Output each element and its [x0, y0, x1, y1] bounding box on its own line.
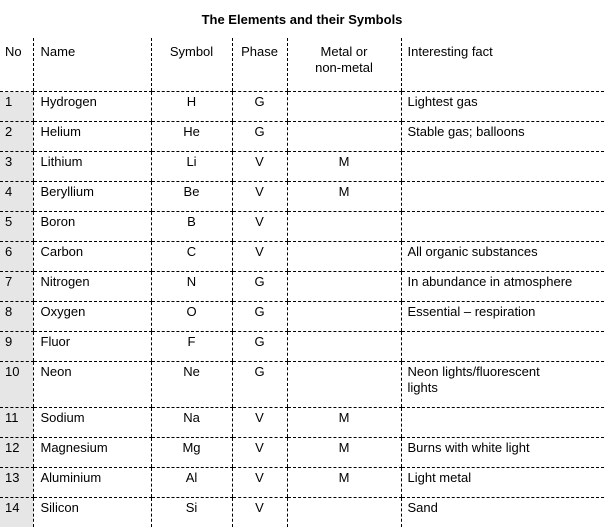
cell-metal [287, 242, 401, 272]
cell-fact: Essential – respiration [401, 302, 604, 332]
header-fact: Interesting fact [401, 38, 604, 92]
cell-symbol: Li [151, 152, 232, 182]
table-row [0, 152, 604, 182]
cell-phase: V [232, 438, 287, 468]
cell-fact [401, 152, 604, 182]
cell-metal: M [287, 182, 401, 212]
cell-symbol: N [151, 272, 232, 302]
cell-symbol: C [151, 242, 232, 272]
cell-name: Hydrogen [33, 92, 151, 122]
header-no: No [0, 38, 33, 92]
table-row [0, 468, 604, 498]
cell-name: Carbon [33, 242, 151, 272]
cell-name: Helium [33, 122, 151, 152]
elements-table [0, 38, 604, 527]
cell-name: Nitrogen [33, 272, 151, 302]
cell-symbol: Na [151, 408, 232, 438]
cell-no: 2 [0, 122, 33, 152]
cell-phase: G [232, 332, 287, 362]
cell-no: 1 [0, 92, 33, 122]
table-row [0, 408, 604, 438]
cell-symbol: Be [151, 182, 232, 212]
cell-fact-line1: Neon lights/fluorescent [408, 364, 540, 379]
cell-name: Fluor [33, 332, 151, 362]
cell-metal [287, 272, 401, 302]
cell-phase: V [232, 152, 287, 182]
cell-name: Aluminium [33, 468, 151, 498]
cell-metal [287, 122, 401, 152]
cell-symbol: B [151, 212, 232, 242]
cell-symbol: O [151, 302, 232, 332]
cell-symbol: Ne [151, 362, 232, 408]
cell-metal: M [287, 408, 401, 438]
cell-symbol: F [151, 332, 232, 362]
table-row [0, 242, 604, 272]
cell-fact: All organic substances [401, 242, 604, 272]
cell-phase: V [232, 182, 287, 212]
header-name: Name [33, 38, 151, 92]
cell-name: Oxygen [33, 302, 151, 332]
cell-symbol: He [151, 122, 232, 152]
cell-phase: G [232, 272, 287, 302]
cell-symbol: Al [151, 468, 232, 498]
cell-metal [287, 212, 401, 242]
cell-name: Silicon [33, 498, 151, 527]
header-metal-line2: non-metal [315, 60, 373, 75]
cell-phase: V [232, 468, 287, 498]
cell-metal [287, 332, 401, 362]
cell-metal: M [287, 438, 401, 468]
cell-metal [287, 498, 401, 527]
cell-no: 14 [0, 498, 33, 527]
cell-no: 11 [0, 408, 33, 438]
cell-no: 10 [0, 362, 33, 408]
cell-fact: Lightest gas [401, 92, 604, 122]
cell-metal: M [287, 152, 401, 182]
cell-no: 3 [0, 152, 33, 182]
cell-fact: Sand [401, 498, 604, 527]
cell-fact: Stable gas; balloons [401, 122, 604, 152]
table-row [0, 498, 604, 527]
cell-fact: Burns with white light [401, 438, 604, 468]
cell-name: Boron [33, 212, 151, 242]
cell-name: Neon [33, 362, 151, 408]
cell-no: 8 [0, 302, 33, 332]
cell-no: 9 [0, 332, 33, 362]
cell-phase: G [232, 92, 287, 122]
table-row [0, 92, 604, 122]
table-row [0, 182, 604, 212]
header-symbol: Symbol [151, 38, 232, 92]
cell-phase: G [232, 362, 287, 408]
cell-fact: Light metal [401, 468, 604, 498]
cell-no: 12 [0, 438, 33, 468]
cell-phase: V [232, 212, 287, 242]
header-metal-line1: Metal or [321, 44, 368, 59]
cell-name: Magnesium [33, 438, 151, 468]
cell-symbol: Mg [151, 438, 232, 468]
table-row [0, 272, 604, 302]
cell-phase: G [232, 302, 287, 332]
cell-fact [401, 212, 604, 242]
cell-metal: M [287, 468, 401, 498]
cell-fact [401, 182, 604, 212]
page-title: The Elements and their Symbols [0, 12, 604, 28]
table-row [0, 438, 604, 468]
table-row [0, 212, 604, 242]
table-row [0, 362, 604, 408]
cell-metal [287, 302, 401, 332]
cell-metal [287, 92, 401, 122]
header-row [0, 38, 604, 92]
cell-no: 13 [0, 468, 33, 498]
cell-fact [401, 362, 604, 408]
cell-phase: G [232, 122, 287, 152]
header-metal [287, 38, 401, 92]
cell-no: 5 [0, 212, 33, 242]
table-row [0, 302, 604, 332]
cell-no: 6 [0, 242, 33, 272]
cell-phase: V [232, 242, 287, 272]
cell-fact [401, 408, 604, 438]
table-row [0, 122, 604, 152]
cell-phase: V [232, 408, 287, 438]
cell-no: 4 [0, 182, 33, 212]
cell-fact [401, 332, 604, 362]
table-row [0, 332, 604, 362]
cell-no: 7 [0, 272, 33, 302]
cell-fact: In abundance in atmosphere [401, 272, 604, 302]
cell-symbol: H [151, 92, 232, 122]
cell-name: Beryllium [33, 182, 151, 212]
cell-metal [287, 362, 401, 408]
cell-name: Lithium [33, 152, 151, 182]
header-phase: Phase [232, 38, 287, 92]
cell-symbol: Si [151, 498, 232, 527]
cell-phase: V [232, 498, 287, 527]
cell-name: Sodium [33, 408, 151, 438]
cell-fact-line2: lights [408, 380, 438, 395]
